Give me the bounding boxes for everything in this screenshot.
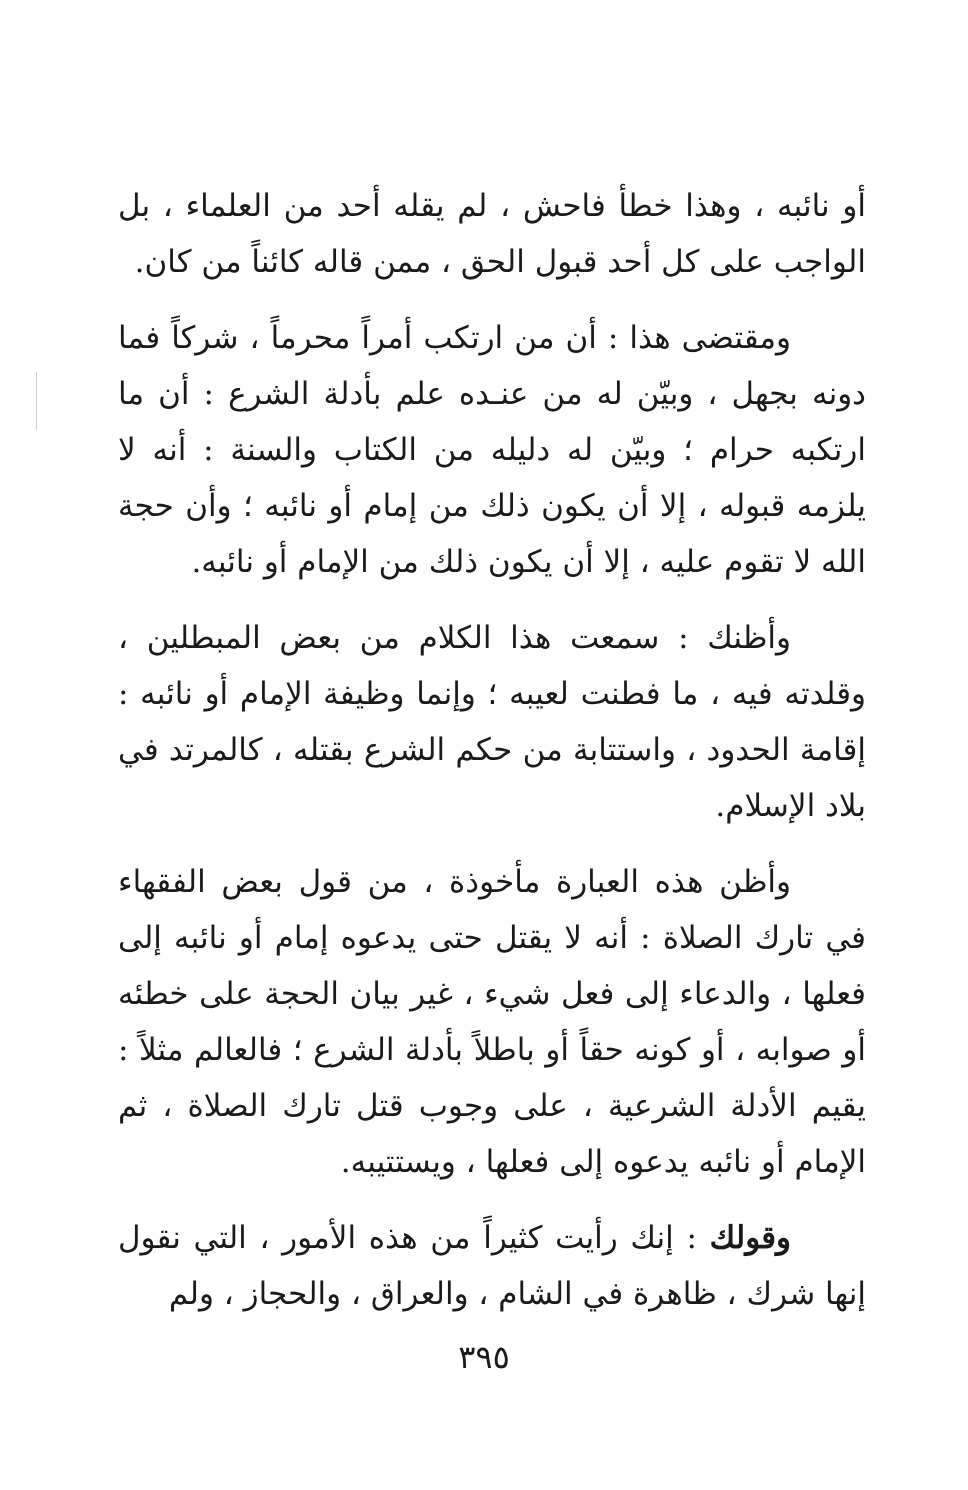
- paragraph-continuation: أو نائبه ، وهذا خطأ فاحش ، لم يقله أحد من العلماء ، بل الواجب على كل أحد قبول الحق ، ممن قاله كائناً من كان.: [118, 188, 866, 280]
- page-body: [118, 178, 866, 1322]
- scan-edge-mark: [36, 372, 37, 430]
- page-number: ٣٩٥: [458, 1338, 510, 1376]
- paragraph-your-saying: [118, 1210, 866, 1322]
- bold-lead-word: وقولك: [709, 1220, 791, 1256]
- paragraph-implication: ومقتضى هذا : أن من ارتكب أمراً محرماً ، شركاً فما دونه بجهل ، وبيّن له من عنـده علم بأدلة الشرع : أن ما ارتكبه حرام ؛ وبيّن له دليله من الكتاب والسنة : أنه لا يلزمه قبوله ، إلا أن يكون ذلك من إمام أو نائبه ؛ وأن حجة الله لا تقوم عليه ، إلا أن يكون ذلك من الإمام أو نائبه.: [118, 320, 866, 580]
- paragraph-jurists: وأظن هذه العبارة مأخوذة ، من قول بعض الفقهاء في تارك الصلاة : أنه لا يقتل حتى يدعوه إمام أو نائبه إلى فعلها ، والدعاء إلى فعل شيء ، غير بيان الحجة على خطئه أو صوابه ، أو كونه حقاً أو باطلاً بأدلة الشرع ؛ فالعالم مثلاً : يقيم الأدلة الشرعية ، على وجوب قتل تارك الصلاة ، ثم الإمام أو نائبه يدعوه إلى فعلها ، ويستتيبه.: [118, 864, 866, 1180]
- paragraph-suspicion: وأظنك : سمعت هذا الكلام من بعض المبطلين ، وقلدته فيه ، ما فطنت لعيبه ؛ وإنما وظيفة الإمام أو نائبه : إقامة الحدود ، واستتابة من حكم الشرع بقتله ، كالمرتد في بلاد الإسلام.: [118, 620, 866, 824]
- paragraph-your-saying-text: : إنك رأيت كثيراً من هذه الأمور ، التي نقول إنها شرك ، ظاهرة في الشام ، والعراق ، والحجاز ، ولم: [118, 1220, 866, 1312]
